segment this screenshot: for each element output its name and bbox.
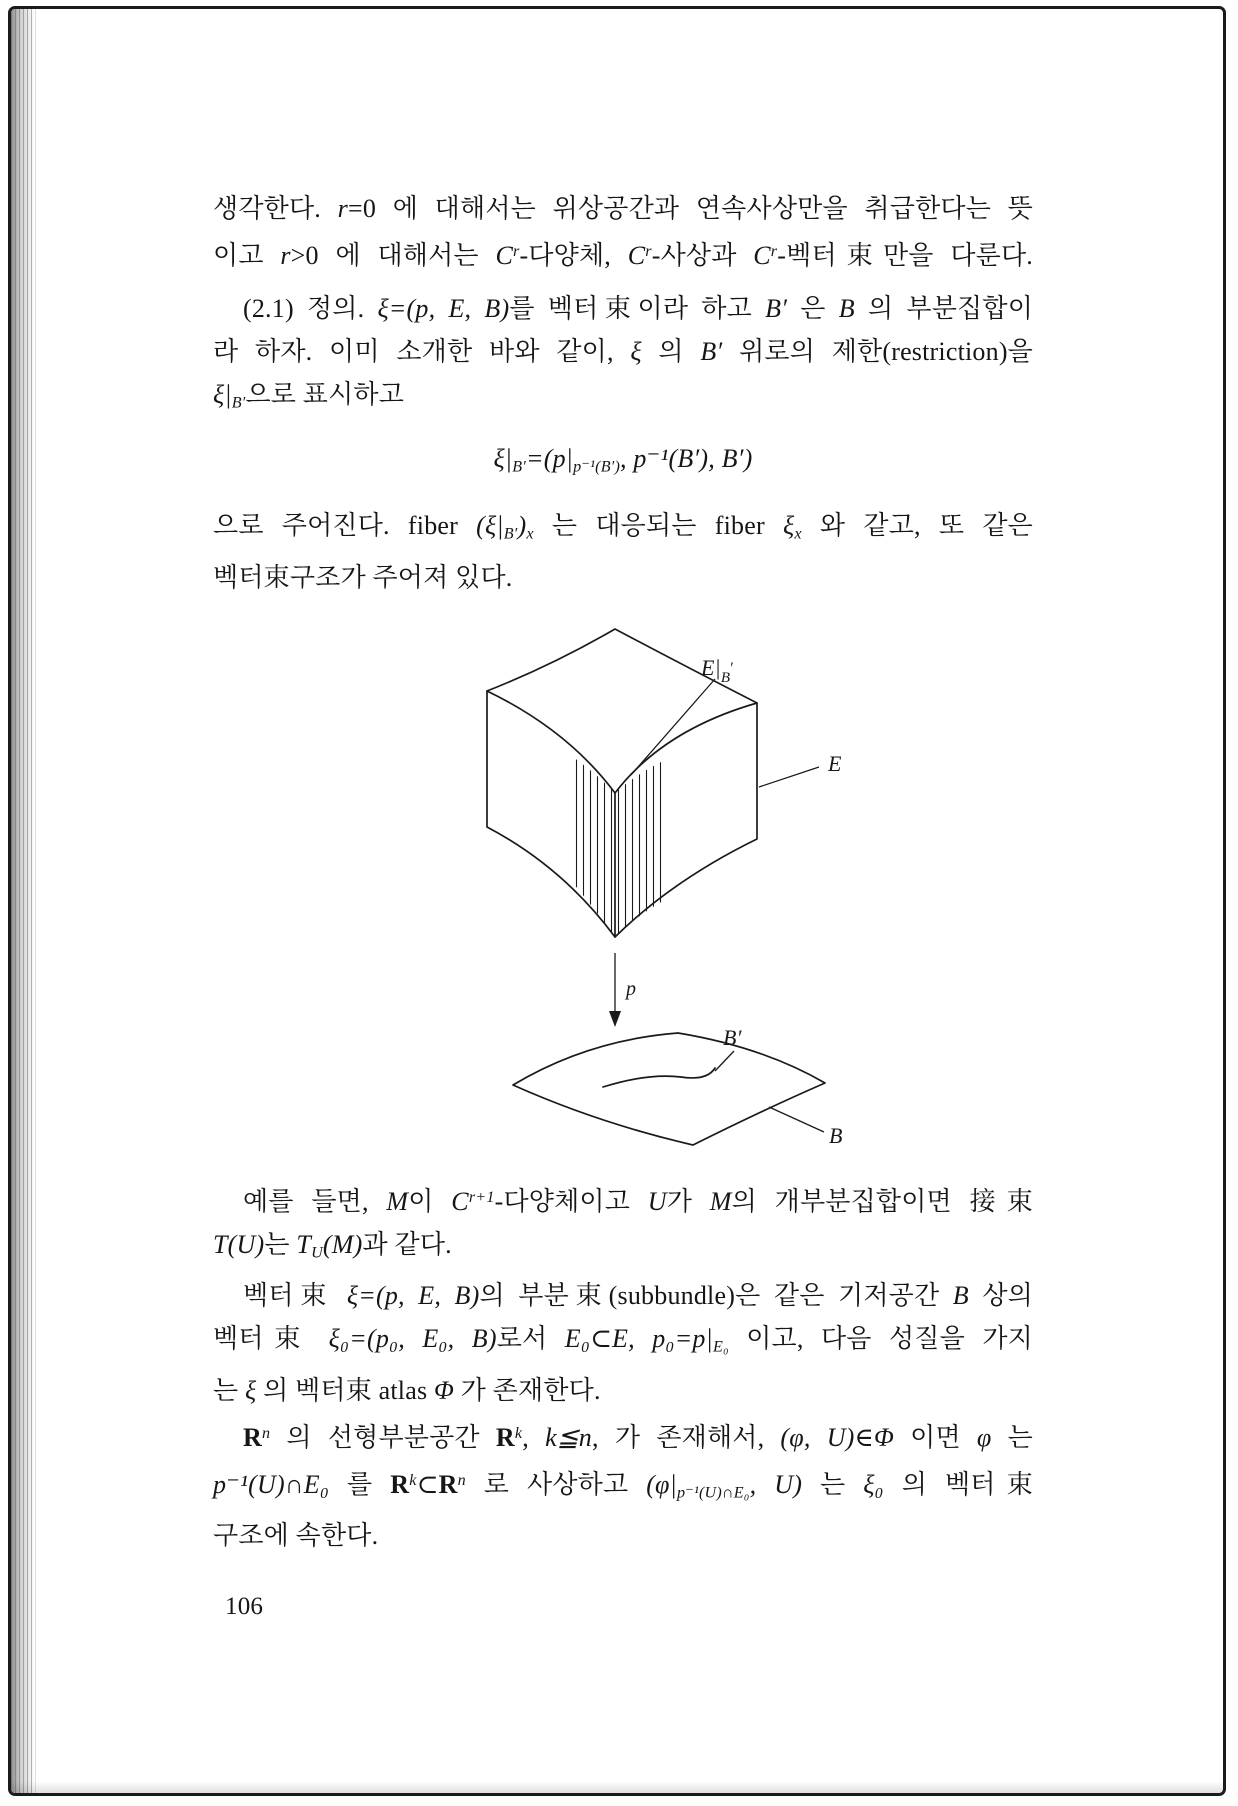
text-segment: x [794, 525, 802, 543]
text-segment: M [709, 1186, 732, 1216]
text-segment: p⁻¹(B′) [573, 458, 621, 476]
text-segment: R [243, 1422, 262, 1452]
page-content [213, 9, 1033, 1628]
text-segment: , p⁻¹(B′), B′) [620, 443, 753, 473]
text-segment: 의 개부분집합이면 接束 [731, 1186, 1033, 1216]
text-line [213, 230, 1033, 277]
text-segment: 이 [408, 1186, 452, 1216]
text-segment: p⁻¹(U)∩E₀ [676, 1484, 750, 1502]
text-segment: ξ [245, 1375, 257, 1405]
text-segment: 는 [264, 1229, 297, 1259]
text-line [213, 1176, 1033, 1223]
text-segment: r [645, 243, 652, 260]
text-segment: 이면 [893, 1422, 977, 1452]
text-line [213, 187, 1033, 230]
text-segment: (2.1) 정의. [243, 294, 378, 324]
label-e: E [828, 750, 842, 776]
text-segment: 벡터束 [213, 1324, 329, 1354]
text-block-2 [213, 1176, 1033, 1558]
text-segment: , [522, 1422, 546, 1452]
label-leader-b-prime [715, 1051, 734, 1071]
text-line [213, 1369, 1033, 1412]
text-segment: r [770, 243, 778, 260]
text-segment: >0 에 대해서는 [290, 241, 496, 271]
text-block-1 [213, 187, 1033, 599]
text-line [213, 1223, 1033, 1275]
text-segment: , 가 존재해서, [592, 1422, 781, 1452]
label-e-restriction: $E|_B'$ [701, 654, 734, 686]
projection-arrow-head [609, 1011, 621, 1027]
text-segment: C [627, 241, 646, 271]
text-segment: 는 [991, 1422, 1033, 1452]
text-segment: U [647, 1186, 667, 1216]
text-segment: 라 하자. 이미 소개한 바와 같이, [213, 337, 631, 367]
text-segment: 으로 표시하고 [245, 380, 405, 410]
book-spine-page-edges [11, 9, 36, 1793]
text-segment: 가 존재한다. [453, 1375, 601, 1405]
text-segment: C [495, 241, 513, 271]
text-segment: -다양체이고 [494, 1186, 648, 1216]
book-page [8, 6, 1226, 1796]
text-segment: ) [517, 511, 527, 541]
text-segment: 를 [329, 1469, 391, 1499]
text-segment: 로 사상하고 [465, 1469, 647, 1499]
text-segment: 구조에 속한다. [213, 1521, 379, 1551]
text-segment: 벡터束구조가 주어져 있다. [213, 562, 513, 592]
text-segment: =0 에 대해서는 위상공간과 연속사상만을 취급한다는 뜻 [347, 194, 1033, 223]
text-segment: B′ [231, 394, 246, 412]
text-segment: Φ [433, 1375, 454, 1405]
text-segment: C [451, 1186, 469, 1216]
formula-line [213, 437, 1033, 489]
text-segment: r [513, 243, 520, 260]
text-line [213, 1317, 1033, 1369]
text-segment: U [311, 1244, 323, 1262]
text-segment: k [514, 1424, 523, 1442]
text-segment: 이고 [213, 241, 281, 271]
text-segment: k [409, 1471, 417, 1489]
text-segment: 예를 들면, [243, 1186, 387, 1216]
text-segment: φ [976, 1422, 992, 1452]
text-segment: -다양체, [519, 241, 628, 271]
text-segment: B [952, 1281, 969, 1311]
text-segment: 는 대응되는 fiber [533, 511, 784, 541]
base-space-shape [513, 1033, 825, 1145]
text-segment: ξ=(p, E, B) [346, 1281, 480, 1311]
text-segment: n [457, 1471, 466, 1489]
total-space-top-face [487, 629, 757, 793]
text-segment: -사상과 [651, 241, 754, 271]
text-segment: B′ [765, 294, 788, 324]
text-line [213, 504, 1033, 556]
text-segment: 이고, 다음 성질을 가지 [728, 1324, 1033, 1354]
text-segment: n [261, 1424, 271, 1442]
text-segment: 상의 [968, 1281, 1033, 1311]
text-segment: 로서 [496, 1324, 565, 1354]
text-segment: 벡터束 [243, 1281, 347, 1311]
text-line [213, 373, 1033, 425]
label-leader-e-restriction [631, 679, 715, 775]
text-segment: p⁻¹(U)∩E₀ [213, 1469, 330, 1499]
text-segment: (φ| [646, 1469, 677, 1499]
text-segment: k≦n [545, 1422, 593, 1452]
page-number: 106 [225, 1593, 264, 1621]
label-p: p [626, 977, 637, 1000]
text-line [213, 1412, 1033, 1459]
text-segment: 생각한다. [213, 194, 338, 223]
label-leader-b [769, 1107, 824, 1132]
label-leader-e [759, 767, 819, 787]
text-segment: x [526, 525, 534, 543]
text-segment: M [386, 1186, 409, 1216]
text-segment: 으로 주어진다. fiber [213, 511, 477, 541]
text-segment: ξ [630, 337, 642, 367]
base-subset-curve [603, 1068, 715, 1087]
text-segment: -벡터束만을 다룬다. [777, 241, 1033, 271]
text-segment: 위로의 제한(restriction)을 [722, 337, 1033, 367]
text-segment: r [337, 194, 348, 223]
vector-bundle-figure [213, 615, 1033, 1168]
text-line [213, 1274, 1033, 1317]
text-segment: 과 같다. [362, 1229, 452, 1259]
text-segment: 의 벡터束 [883, 1469, 1033, 1499]
text-segment: 의 부분집합이 [854, 294, 1034, 324]
text-segment: 의 선형부분공간 [270, 1422, 496, 1452]
text-line [213, 1459, 1033, 1515]
text-segment: ξ| [213, 380, 232, 410]
label-b: B [829, 1122, 843, 1148]
label-b-prime: B′ [723, 1024, 742, 1050]
text-segment: 가 [666, 1186, 710, 1216]
text-line [213, 287, 1033, 330]
text-segment: (φ, U)∈Φ [780, 1422, 894, 1452]
text-line [213, 1514, 1033, 1557]
text-segment: r+1 [468, 1188, 495, 1206]
text-segment: R [390, 1469, 410, 1499]
text-segment: (M) [322, 1229, 363, 1259]
text-segment: 를 벡터束이라 하고 [509, 294, 766, 324]
bundle-diagram [363, 615, 883, 1155]
text-segment: T(U) [213, 1229, 265, 1259]
text-segment: 와 같고, 또 같은 [801, 511, 1033, 541]
text-segment: E₀⊂E, p₀=p| [564, 1324, 713, 1354]
text-segment: R [495, 1422, 515, 1452]
text-segment: R [438, 1469, 458, 1499]
text-segment: E₀ [712, 1338, 729, 1356]
text-segment: r [280, 241, 291, 271]
text-segment: B [838, 294, 855, 324]
text-segment: (ξ| [476, 511, 504, 541]
text-segment: C [753, 241, 771, 271]
text-segment: 의 [641, 337, 701, 367]
text-segment: ξ [783, 511, 795, 541]
text-line [213, 556, 1033, 599]
text-segment: ⊂ [416, 1469, 439, 1499]
text-segment: ξ=(p, E, B) [377, 294, 510, 324]
text-segment: B′ [700, 337, 723, 367]
text-segment: 는 [213, 1375, 246, 1405]
text-segment: 는 [802, 1469, 864, 1499]
text-segment: ξ₀=(p₀, E₀, B) [328, 1324, 497, 1354]
text-segment: 은 [787, 294, 839, 324]
text-line [213, 330, 1033, 373]
restricted-bundle-hatch [573, 757, 663, 937]
text-segment: B′ [512, 458, 526, 476]
text-segment: T [296, 1229, 312, 1259]
page-bottom-shadow [11, 1781, 1223, 1793]
text-segment: 의 벡터束 atlas [256, 1375, 434, 1405]
text-segment: 의 부분束(subbundle)은 같은 기저공간 [479, 1281, 953, 1311]
text-segment: ξ| [493, 443, 513, 473]
text-segment: , U) [749, 1469, 803, 1499]
text-segment: =(p| [525, 443, 574, 473]
text-segment: B′ [503, 525, 518, 543]
text-segment: ξ₀ [863, 1469, 884, 1499]
